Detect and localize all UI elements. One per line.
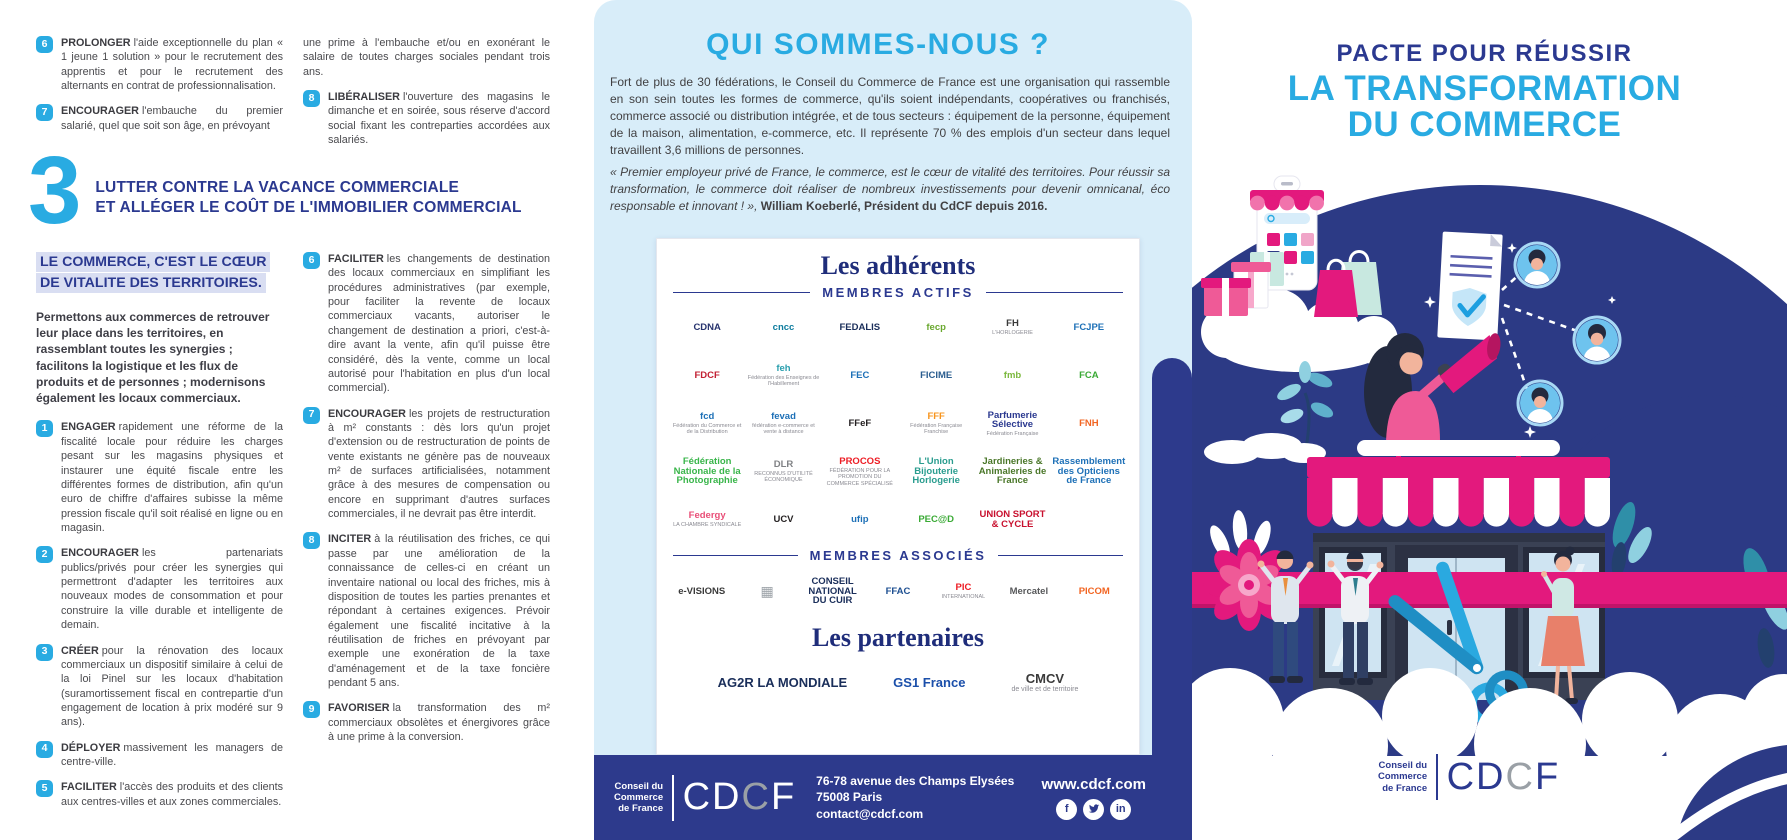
membres-associes-divider: MEMBRES ASSOCIÉS bbox=[673, 548, 1123, 563]
item-number-badge: 3 bbox=[36, 644, 53, 661]
item-text: massivement les managers de centre-ville. bbox=[61, 741, 283, 769]
item-text: la transformation des m² commerciaux obsolètes et énergivores grâce à une prime à la conversion. bbox=[328, 702, 550, 744]
document-icon bbox=[1437, 232, 1502, 341]
twitter-bird-glyph bbox=[1088, 803, 1100, 815]
panel-left bbox=[0, 0, 594, 840]
top-items-section bbox=[36, 36, 550, 159]
member-logo bbox=[974, 448, 1050, 496]
web-and-social bbox=[1042, 776, 1146, 820]
item-keyword: DÉPLOYER bbox=[61, 741, 121, 754]
postal-address bbox=[812, 773, 1025, 822]
member-logo bbox=[898, 400, 974, 448]
action-item bbox=[36, 780, 283, 809]
item-keyword: FACILITER bbox=[328, 253, 384, 265]
twitter-icon bbox=[1083, 799, 1104, 820]
item-number-badge: 5 bbox=[36, 780, 53, 797]
main-column-2 bbox=[303, 252, 550, 820]
membres-associes-grid bbox=[669, 567, 1127, 617]
item-text: les projets de restructuration à m² constants : dès lors qu'un projet d'extension ou de restructuration de points de vente existants ne génère pas de nouveaux m² de surfaces artificialisées, notamment grâce à des mesures de compensation ou encore en supprimant d'autres surfaces commerciales, il ne devrait pas être interdit. bbox=[328, 407, 550, 521]
item-keyword: FAVORISER bbox=[328, 702, 390, 715]
associate-logo-label: Mercatel bbox=[1009, 585, 1049, 597]
action-item bbox=[36, 546, 283, 632]
item-number-badge: 2 bbox=[36, 546, 53, 563]
member-logo-label: fcd bbox=[700, 411, 715, 423]
website-url: www.cdcf.com bbox=[1041, 775, 1146, 793]
partenaires-title: Les partenaires bbox=[811, 623, 985, 652]
member-logo-label: FH bbox=[1006, 318, 1019, 330]
item-keyword: ENCOURAGER bbox=[61, 547, 139, 560]
associate-logo-label: FFAC bbox=[885, 585, 911, 597]
member-logo bbox=[898, 448, 974, 496]
item-keyword: ENGAGER bbox=[61, 421, 116, 434]
associate-logo bbox=[1062, 567, 1127, 617]
member-logo bbox=[745, 448, 821, 496]
section-3-heading bbox=[28, 137, 568, 244]
associate-logo-label: PIC bbox=[955, 582, 972, 594]
item-number-badge: 8 bbox=[303, 90, 320, 107]
associate-logo-subtitle: INTERNATIONAL bbox=[941, 594, 986, 601]
partner-logo-label: GS1 France bbox=[893, 674, 966, 690]
member-logo bbox=[1051, 352, 1127, 400]
member-logo-label: FCJPE bbox=[1073, 321, 1105, 333]
item-number-badge: 6 bbox=[303, 252, 320, 269]
section-3-body bbox=[36, 252, 550, 820]
member-logo-label: FEDALIS bbox=[839, 321, 881, 333]
members-card bbox=[656, 238, 1140, 755]
member-logo bbox=[898, 496, 974, 544]
item-keyword: LIBÉRALISER bbox=[328, 91, 400, 104]
member-logo bbox=[745, 400, 821, 448]
member-logo bbox=[1051, 400, 1127, 448]
associate-logo-label bbox=[761, 584, 774, 599]
cover-title bbox=[1192, 40, 1777, 144]
item-keyword: ENCOURAGER bbox=[328, 407, 406, 420]
partner-logo-subtitle: de ville et de territoire bbox=[1011, 686, 1079, 694]
member-logo bbox=[1051, 448, 1127, 496]
item-text: l'accès des produits et des clients aux centres-villes et aux zones commerciales. bbox=[61, 781, 283, 808]
action-item bbox=[36, 741, 283, 770]
cdcf-logo bbox=[1378, 754, 1560, 800]
item-number-badge: 6 bbox=[36, 36, 53, 53]
member-logo bbox=[822, 496, 898, 544]
item-keyword: INCITER bbox=[328, 533, 372, 546]
member-logo-label: Federgy bbox=[688, 510, 726, 522]
member-logo-label: FEC bbox=[850, 369, 870, 381]
member-logo-label: FNH bbox=[1079, 417, 1099, 429]
action-item bbox=[36, 644, 283, 730]
member-logo-label: Fédération Nationale de la Photographie bbox=[673, 455, 741, 487]
member-logo-subtitle: Fédération du Commerce et de la Distribution bbox=[672, 423, 742, 436]
associate-logo bbox=[669, 567, 734, 617]
contact-email: contact@cdcf.com bbox=[816, 806, 924, 821]
membres-actifs-divider: MEMBRES ACTIFS bbox=[673, 285, 1123, 300]
member-logo bbox=[822, 352, 898, 400]
member-logo bbox=[898, 304, 974, 352]
cdcf-logo bbox=[614, 775, 796, 821]
member-logo bbox=[745, 352, 821, 400]
member-logo-subtitle: fédération e-commerce et vente à distance bbox=[752, 423, 815, 436]
member-logo-label: Jardineries & Animaleries de France bbox=[978, 455, 1047, 487]
highlight-statement: LE COMMERCE, C'EST LE CŒUR DE VITALITE DES TERRITOIRES. bbox=[36, 252, 270, 293]
member-logo-label: FFF bbox=[927, 411, 945, 423]
member-logo-label: ufip bbox=[851, 513, 869, 525]
linkedin-icon: in bbox=[1110, 799, 1131, 820]
item-keyword: PROLONGER bbox=[61, 37, 131, 49]
associate-logo-label: CONSEIL NATIONAL DU CUIR bbox=[808, 575, 857, 607]
member-logo-label: feh bbox=[776, 363, 791, 375]
member-logo-subtitle: LA CHAMBRE SYNDICALE bbox=[673, 522, 742, 529]
partner-logo bbox=[1009, 671, 1080, 695]
member-logo-label: fecp bbox=[926, 321, 946, 333]
associate-logo bbox=[865, 567, 930, 617]
cover-title-line3: DU COMMERCE bbox=[1347, 105, 1622, 145]
member-logo-label: PROCOS bbox=[839, 456, 881, 468]
member-logo-label: Rassemblement des Opticiens de France bbox=[1052, 455, 1126, 487]
item-text: l'aide exceptionnelle du plan « 1 jeune 1 solution » pour le recrutement des apprentis et pour le recrutement des alternants en contrat de professionnalisation. bbox=[61, 37, 283, 93]
item-keyword: CRÉER bbox=[61, 644, 99, 657]
cdcf-wordmark: CDCF bbox=[1446, 755, 1561, 798]
action-item bbox=[36, 104, 283, 133]
associate-logo bbox=[800, 567, 865, 617]
logo-divider bbox=[1436, 754, 1438, 800]
president-quote: « Premier employeur privé de France, le commerce, est le cœur de vitalité des territoires. Pour réussir sa transformation, le commerce doit réaliser de nombreux investissements pour devenir omnicanal, éco responsable et innovant ! », William Koeberlé, Président du CdCF depuis 2016. bbox=[610, 165, 1170, 214]
member-logo bbox=[822, 400, 898, 448]
member-logo-subtitle: L'HORLOGERIE bbox=[992, 330, 1033, 337]
action-item bbox=[303, 407, 550, 522]
item-number-badge: 7 bbox=[36, 104, 53, 121]
member-logo bbox=[669, 304, 745, 352]
action-item bbox=[36, 420, 283, 535]
member-logo-label: fmb bbox=[1003, 369, 1022, 381]
member-logo bbox=[669, 400, 745, 448]
member-logo-label: PEC@D bbox=[918, 513, 954, 525]
facebook-icon: f bbox=[1056, 799, 1077, 820]
main-column-1 bbox=[36, 252, 283, 820]
partner-logo bbox=[716, 675, 850, 692]
member-logo bbox=[745, 496, 821, 544]
panel-right bbox=[1192, 0, 1787, 840]
member-logo bbox=[822, 304, 898, 352]
continuation-text: une prime à l'embauche et/ou en exonérant le salaire de toutes charges sociales pendant trois ans. bbox=[303, 37, 550, 78]
member-logo-label: Parfumerie Sélective bbox=[987, 409, 1038, 431]
member-logo bbox=[974, 400, 1050, 448]
member-logo bbox=[974, 496, 1050, 544]
section-title: LUTTER CONTRE LA VACANCE COMMERCIALE ET ALLÉGER LE COÛT DE L'IMMOBILIER COMMERCIAL bbox=[95, 179, 522, 217]
item-keyword: ENCOURAGER bbox=[61, 105, 139, 118]
panel-middle bbox=[594, 0, 1192, 840]
member-logo-label: FFeF bbox=[848, 417, 872, 429]
member-logo-label: UCV bbox=[773, 513, 794, 525]
action-item bbox=[303, 90, 550, 147]
member-logo bbox=[1051, 304, 1127, 352]
cover-title-line1: PACTE POUR RÉUSSIR bbox=[1336, 40, 1633, 67]
member-logo-label: FCA bbox=[1079, 369, 1099, 381]
address-line: 76-78 avenue des Champs Elysées bbox=[816, 774, 1015, 789]
membres-actifs-grid bbox=[669, 304, 1127, 544]
page-title: QUI SOMMES-NOUS ? bbox=[706, 28, 1050, 61]
member-logo-label: cncc bbox=[772, 321, 795, 333]
member-logo bbox=[822, 448, 898, 496]
section-number: 3 bbox=[28, 137, 80, 244]
social-icons bbox=[1042, 799, 1146, 820]
member-logo-subtitle: FÉDÉRATION POUR LA PROMOTION DU COMMERCE SPÉCIALISÉ bbox=[826, 468, 893, 487]
member-logo-subtitle: RECONNUS D'UTILITÉ ÉCONOMIQUE bbox=[754, 471, 813, 484]
address-line: 75008 Paris bbox=[816, 790, 883, 805]
item-text: pour la rénovation des locaux commerciaux un dispositif similaire à celui de la loi Pinel sur les locaux d'habitation (suramortissement fiscal en contrepartie d'un engagement de location à prix modéré sur 9 ans). bbox=[61, 644, 283, 729]
member-logo-label: L'Union Bijouterie Horlogerie bbox=[912, 455, 960, 487]
partners-row bbox=[667, 657, 1129, 709]
member-logo-label: CDNA bbox=[693, 321, 721, 333]
top-column-2 bbox=[303, 36, 550, 159]
member-logo-subtitle: Fédération des Enseignes de l'Habillement bbox=[747, 375, 820, 388]
item-text: les partenariats publics/privés pour créer les synergies qui permettront d'adapter les territoires aux nouveaux modes de consommation et pour construire la ville durable et intelligente de demain. bbox=[61, 547, 283, 632]
associate-logo-label: PICOM bbox=[1078, 585, 1110, 597]
cdcf-logo-org-name: Conseil du Commerce de France bbox=[614, 780, 664, 815]
member-logo bbox=[669, 352, 745, 400]
member-logo bbox=[974, 304, 1050, 352]
member-logo-subtitle: Fédération Française Franchise bbox=[910, 423, 963, 436]
associate-logo bbox=[996, 567, 1061, 617]
cdcf-wordmark: CDCF bbox=[682, 776, 797, 818]
member-logo-label: DLR bbox=[773, 459, 794, 471]
member-logo-subtitle: Fédération Française bbox=[986, 431, 1039, 438]
partner-logo bbox=[891, 675, 967, 692]
item-text: l'ouverture des magasins le dimanche et en soirée, sous réserve d'accord social fixant les contreparties accordées aux salariés. bbox=[328, 91, 550, 147]
member-logo bbox=[669, 496, 745, 544]
adherents-title: Les adhérents bbox=[820, 251, 976, 280]
intro-paragraph: Permettons aux commerces de retrouver leur place dans les territoires, en rassemblant toutes les synergies ; facilitons la logistique et les flux de produits et de personnes ; modernisons également les locaux commerciaux. bbox=[36, 309, 270, 406]
item-text: l'embauche du premier salarié, quel que soit son âge, en prévoyant bbox=[61, 105, 283, 132]
associate-logo-label: e-VISIONS bbox=[678, 585, 726, 597]
member-logo-label: FICIME bbox=[920, 369, 953, 381]
member-logo bbox=[974, 352, 1050, 400]
item-text: à la réutilisation des friches, ce qui passe par une amélioration de la connaissance de celles-ci en créant un inventaire national ou local des friches, mis à disposition de toutes les parties prenantes et répondant à certaines exigences. Prévoir également une fiscalité incitative à la réutilisation de friches en prévoyant par exemple une exonération de la taxe d'aménagement et de la taxe foncière pendant 5 ans. bbox=[328, 533, 550, 690]
partner-logo-label: CMCV bbox=[1025, 670, 1065, 686]
item-number-badge: 9 bbox=[303, 701, 320, 718]
associate-logo bbox=[734, 567, 799, 617]
item-number-badge: 7 bbox=[303, 407, 320, 424]
member-logo bbox=[745, 304, 821, 352]
item-text: les changements de destination des locaux commerciaux en simplifiant les procédures administratives (par exemple, pour faciliter la revente de locaux commerciaux vacants, autoriser le changement de destination a priori, c'est-à-dire avant la vente, afin qu'il puisse être considéré, dès la vente, comme un local autorisé pour l'habitation en plus d'un local commercial). bbox=[328, 253, 550, 395]
logo-divider bbox=[672, 775, 674, 821]
item-keyword: FACILITER bbox=[61, 781, 117, 794]
quote-author: William Koeberlé, Président du CdCF depuis 2016. bbox=[760, 199, 1048, 214]
partner-logo-label: AG2R LA MONDIALE bbox=[717, 674, 848, 690]
about-paragraph: Fort de plus de 30 fédérations, le Conseil du Commerce de France est une organisation qui rassemble en son sein toutes les formes de commerce, qu'ils soient indépendants, coopératives ou franchisés, commerce associé ou distribution intégrée, et de tous secteurs : équipement de la personne, équipement de la maison, alimentation, e-commerce, etc. Il représente 70 % des emplois d'un secteur dans lequel travaillent 3,6 millions de personnes. bbox=[610, 75, 1170, 158]
cover-title-line2: LA TRANSFORMATION bbox=[1287, 69, 1682, 108]
member-logo-label: FDCF bbox=[694, 369, 720, 381]
member-logo-label: UNION SPORT & CYCLE bbox=[979, 508, 1046, 530]
action-item bbox=[303, 252, 550, 396]
member-logo-label: fevad bbox=[771, 411, 796, 423]
contact-footer bbox=[594, 755, 1192, 840]
action-item bbox=[303, 532, 550, 690]
item-number-badge: 4 bbox=[36, 741, 53, 758]
member-logo bbox=[898, 352, 974, 400]
item-number-badge: 1 bbox=[36, 420, 53, 437]
member-logo bbox=[669, 448, 745, 496]
action-item bbox=[303, 701, 550, 744]
associate-logo bbox=[931, 567, 996, 617]
item-text: rapidement une réforme de la fiscalité locale pour réduire les charges pesant sur les magasins physiques et instaurer une équité fiscale entre les différentes formes de distribution, afin qu'un euro de chiffre d'affaires subisse la même pression fiscale qu'il soit réalisé en ligne ou en magasin. bbox=[61, 421, 283, 534]
item-number-badge: 8 bbox=[303, 532, 320, 549]
action-item bbox=[36, 36, 283, 93]
cdcf-logo-org-name: Conseil du Commerce de France bbox=[1378, 760, 1428, 794]
